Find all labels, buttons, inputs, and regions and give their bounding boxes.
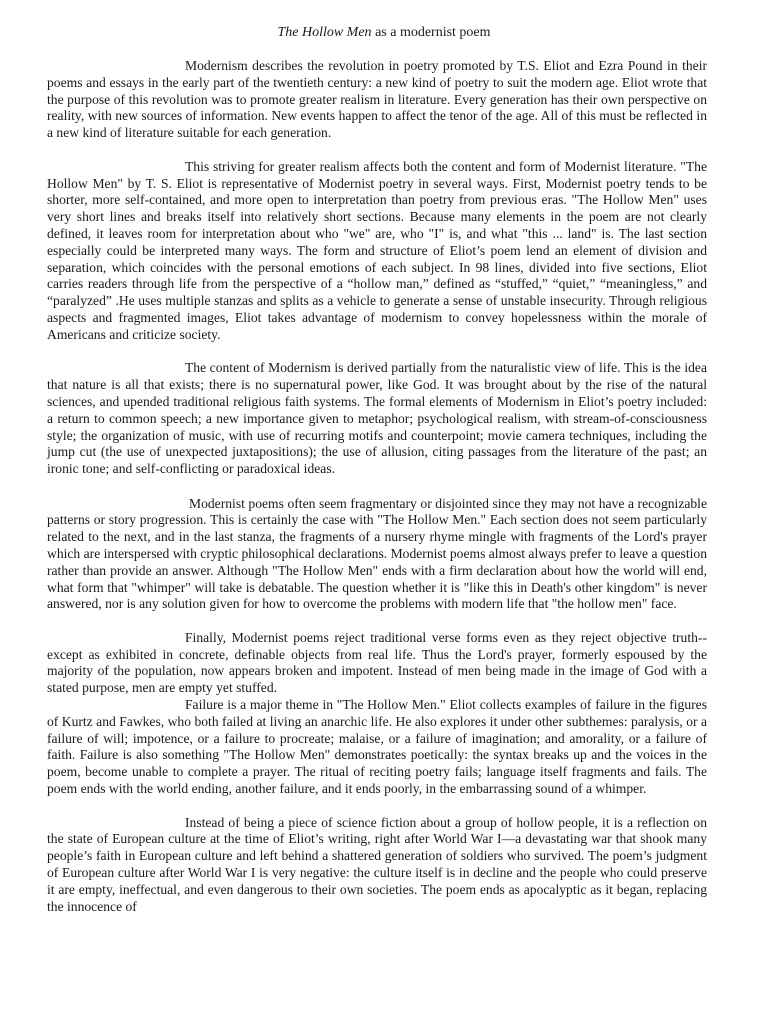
essay-body	[47, 58, 707, 915]
paragraph-modernism-definition: Modernism describes the revolution in poetry promoted by T.S. Eliot and Ezra Pound in their poems and essays in the early part of the twentieth century: a new kind of poetry to suit the modern age. Eliot wrote that the purpose of this revolution was to promote greater realism in literature. Every generation has their own perspective on reality, with new sources of information. New events happen to affect the tenor of the age. All of this must be reflected in a new kind of literature suitable for each generation.	[47, 58, 707, 141]
title-poem-name: The Hollow Men	[277, 25, 372, 40]
paragraph-fragmentary: Modernist poems often seem fragmentary or disjointed since they may not have a recognizable patterns or story progression. This is certainly the case with "The Hollow Men." Each section does not seem particularly related to the next, and in the last stanza, the fragments of a nursery rhyme mingle with fragments of the Lord's prayer which are interspersed with cryptic philosophical declarations. Modernist poems almost always prefer to leave a question rather than provide an answer. Although "The Hollow Men" ends with a firm declaration about how the world will end, what form that "whimper" will take is debatable. The question whether it is "like this in Death's other kingdom" is never answered, nor is any solution given for how to overcome the problems with modern life that "the hollow men" face.	[47, 495, 707, 612]
title-suffix: as a modernist poem	[371, 25, 491, 40]
paragraph-realism: This striving for greater realism affects both the content and form of Modernist literature. "The Hollow Men" by T. S. Eliot is representative of Modernist poetry in several ways. First, Modernist poetry tends to be shorter, more self-contained, and more open to interpretation than poetry from previous eras. "The Hollow Men" uses very short lines and breaks itself into relatively short sections. Because many elements in the poem are not clearly defined, it leaves room for interpretation about who "we" are, who "I" is, and what "this ... land" is. The last section especially could be interpreted many ways. The form and structure of Eliot’s poem lend an element of division and separation, which coincides with the personal emotions of each subject. In 98 lines, divided into five sections, Eliot carries readers through life from the perspective of a “hollow man,” defined as “stuffed,” “quiet,” “meaningless,” and “paralyzed” .He uses multiple stanzas and splits as a vehicle to generate a sense of unstable insecurity. Through religious aspects and fragmented images, Eliot takes advantage of modernism to convey hopelessness within the morale of Americans and criticize society.	[47, 158, 707, 342]
paragraph-failure: Failure is a major theme in "The Hollow Men." Eliot collects examples of failure in the figures of Kurtz and Fawkes, who both failed at living an anarchic life. He also explores it under other subthemes: paralysis, or a failure of will; impotence, or a failure to procreate; malaise, or a failure of imagination; and amorality, or a failure of faith. Failure is also something "The Hollow Men" demonstrates poetically: the syntax breaks up and the voices in the poem, become unable to complete a prayer. The ritual of reciting poetry fails; language itself fragments and fails. The poem ends with the world ending, another failure, and it ends poorly, in the embarrassing sound of a whimper.	[47, 697, 707, 797]
paragraph-content-of-modernism: The content of Modernism is derived partially from the naturalistic view of life. This is the idea that nature is all that exists; there is no supernatural power, like God. It was brought about by the rise of the natural sciences, and upended traditional religious faith systems. The formal elements of Modernism in Eliot’s poetry included: a return to common speech; a new importance given to metaphor; psychological realism, with stream-of-consciousness style; the organization of music, with use of recurring motifs and counterpoint; movie camera techniques, including the jump cut (the use of unexpected juxtapositions); the use of allusion, citing passages from the literature of the past; an ironic tone; and self-conflicting or paradoxical ideas.	[47, 360, 707, 477]
page-title	[0, 24, 768, 41]
paragraph-european-culture: Instead of being a piece of science fiction about a group of hollow people, it is a reflection on the state of European culture at the time of Eliot’s writing, right after World War I—a devastating war that shook many people’s faith in European culture and left behind a shattered generation of soldiers who survived. The poem’s judgment of European culture after World War I is very negative: the culture itself is in decline and the people who could preserve it are empty, ineffectual, and even dangerous to their own societies. The poem ends as apocalyptic as it began, replacing the innocence of	[47, 814, 707, 914]
paragraph-verse-forms: Finally, Modernist poems reject traditional verse forms even as they reject objective truth--except as exhibited in concrete, definable objects from real life. Thus the Lord's prayer, formerly espoused by the majority of the population, now appears broken and impotent. Instead of men being made in the image of God with a stated purpose, men are empty yet stuffed.	[47, 629, 707, 696]
